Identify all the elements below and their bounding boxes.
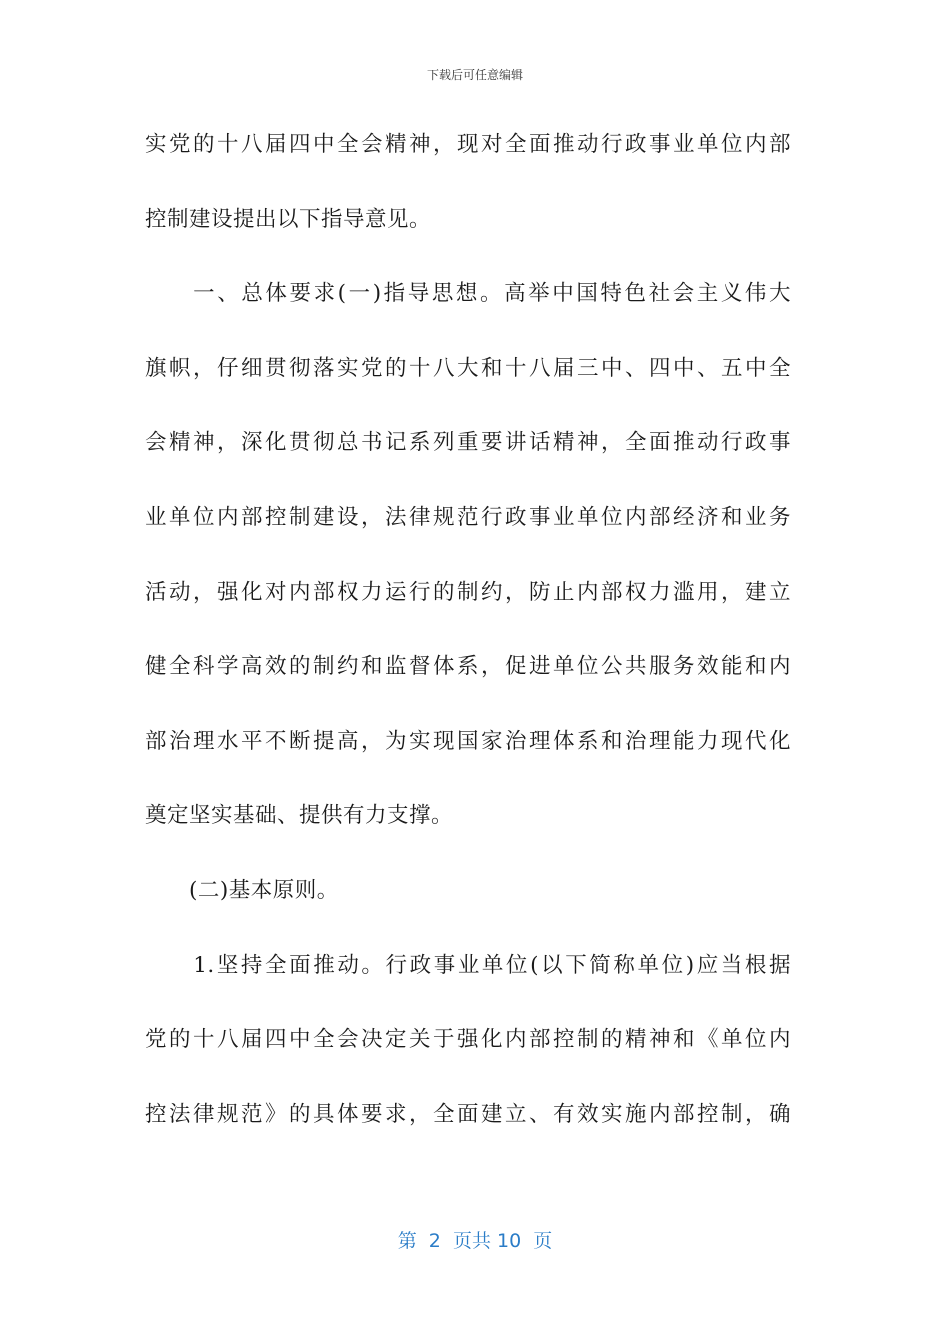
header-note: 下载后可任意编辑 (426, 68, 523, 82)
text-line: 一、总体要求(一)指导思想。高举中国特色社会主义伟大 (145, 281, 791, 307)
text-line: 1.坚持全面推动。行政事业单位(以下简称单位)应当根据 (145, 952, 791, 978)
document-body (145, 108, 791, 1152)
text-line: 活动，强化对内部权力运行的制约，防止内部权力滥用，建立 (145, 579, 791, 605)
text-line: 奠定坚实基础、提供有力支撑。 (145, 803, 454, 829)
text-line: 实党的十八届四中全会精神，现对全面推动行政事业单位内部 (145, 132, 791, 157)
text-line: 控制建设提出以下指导意见。 (145, 206, 432, 232)
text-line: 业单位内部控制建设，法律规范行政事业单位内部经济和业务 (145, 504, 791, 530)
text-line: 部治理水平不断提高，为实现国家治理体系和治理能力现代化 (145, 728, 791, 754)
page-number: 第 2 页共 10 页 (397, 1230, 553, 1252)
text-line: 控法律规范》的具体要求，全面建立、有效实施内部控制，确 (145, 1101, 791, 1127)
text-line: 党的十八届四中全会决定关于强化内部控制的精神和《单位内 (145, 1027, 791, 1053)
body-text (145, 108, 791, 1152)
text-line: 旗帜，仔细贯彻落实党的十八大和十八届三中、四中、五中全 (145, 355, 791, 381)
text-line: (二)基本原则。 (145, 877, 339, 903)
text-line: 会精神，深化贯彻总书记系列重要讲话精神，全面推动行政事 (145, 430, 791, 456)
text-line: 健全科学高效的制约和监督体系，促进单位公共服务效能和内 (145, 654, 791, 680)
